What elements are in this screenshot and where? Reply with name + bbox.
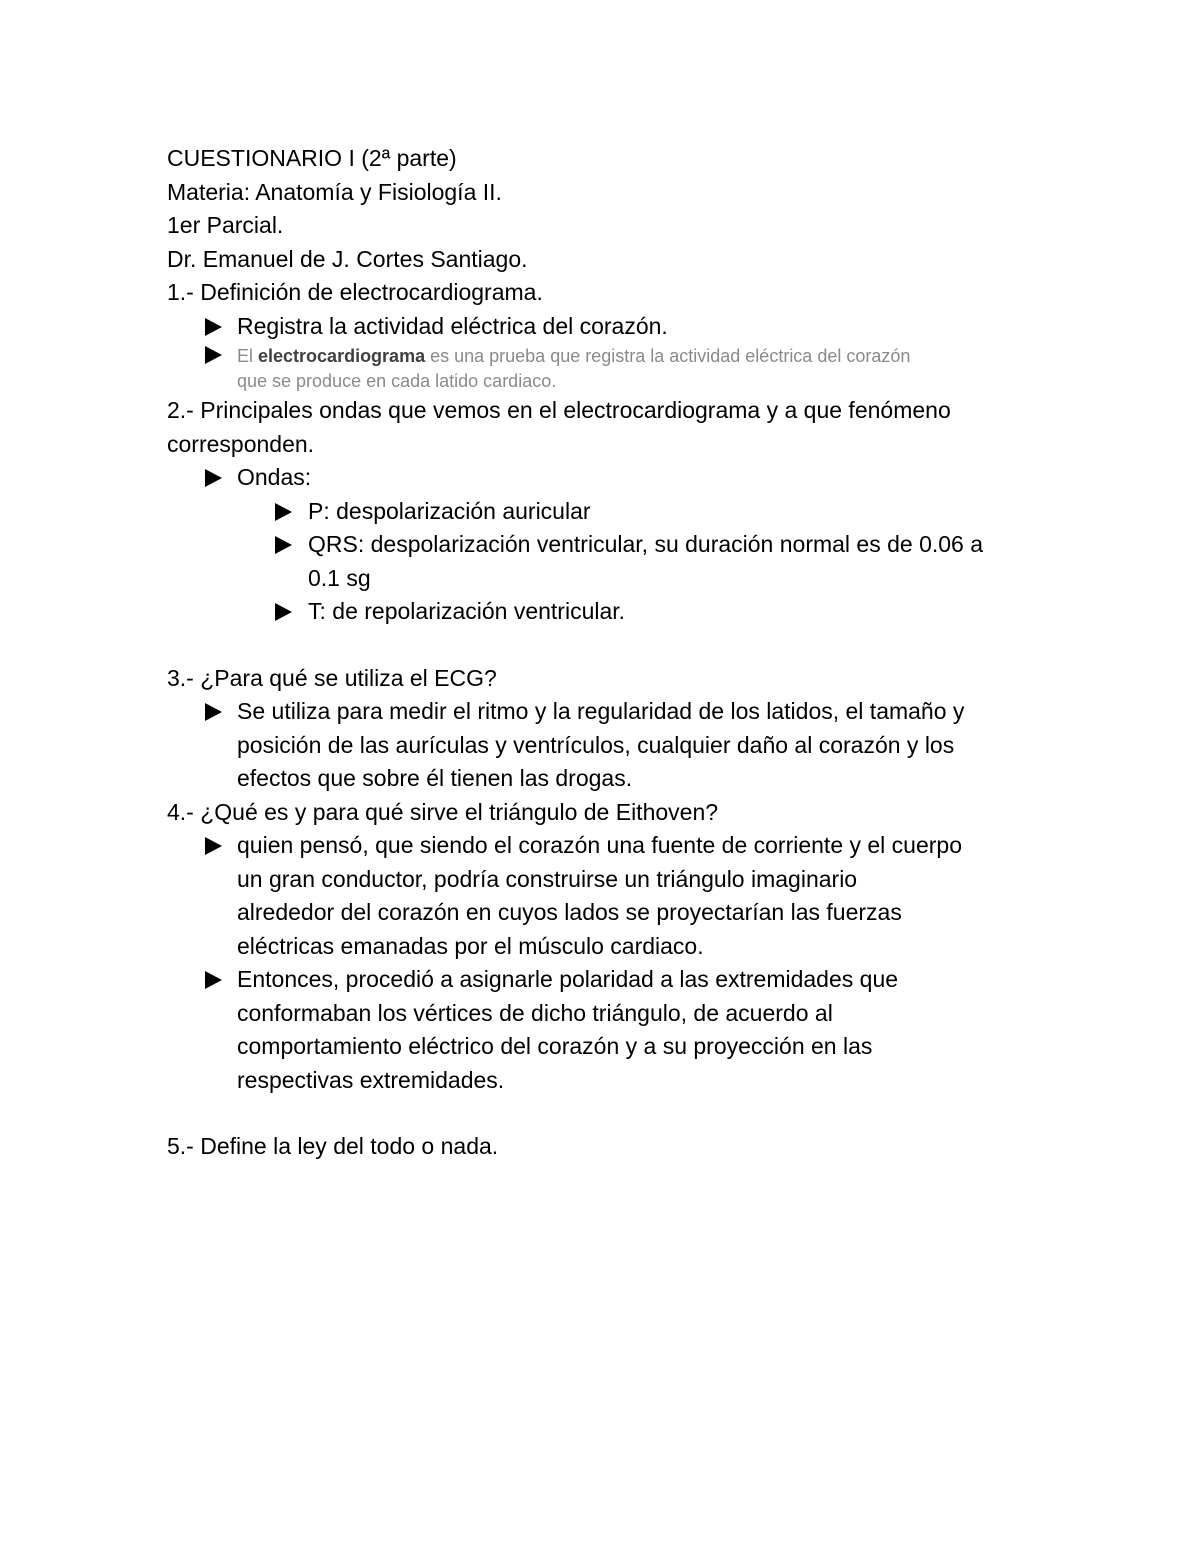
document-body [167,142,1047,1164]
q4-answer-2-line-3: comportamiento eléctrico del corazón y a su proyección en las [237,1033,873,1059]
bullet-arrow-icon [275,603,292,621]
q2-qrs-line-1: QRS: despolarización ventricular, su duración normal es de 0.06 a [308,531,984,557]
bullet-arrow-icon [275,503,292,521]
q1-answer-2-cont: que se produce en cada latido cardiaco. [237,371,557,391]
question-2-line-2: corresponden. [167,430,315,457]
q2-ondas-label: Ondas: [237,464,312,490]
q3-answer [167,695,1047,796]
q4-answer-1-line-2: un gran conductor, podría construirse un triángulo imaginario [237,865,858,892]
q2-t-wave-text: T: de repolarización ventricular. [308,598,626,624]
q4-answer-2-line-4: respectivas extremidades. [237,1066,505,1093]
bullet-arrow-icon [205,346,222,364]
q4-answer-1-line-3: alrededor del corazón en cuyos lados se proyectarían las fuerzas [237,899,902,925]
q1-answer-2-pre: El [237,346,259,366]
question-1: 1.- Definición de electrocardiograma. [167,279,543,305]
q3-answer-line-2: posición de las aurículas y ventrículos, cualquier daño al corazón y los [237,731,955,758]
q2-ondas [167,461,1047,495]
q1-answer-1 [167,310,1047,344]
q3-answer-line-3: efectos que sobre él tienen las drogas. [237,765,633,791]
q2-t-wave [167,595,1047,629]
exam-line: 1er Parcial. [167,212,284,238]
q1-answer-2-post: es una prueba que registra la actividad eléctrica del corazón [425,346,911,366]
q2-qrs-wave [167,528,1047,595]
paragraph-gap [167,629,1047,662]
bullet-arrow-icon [205,837,222,855]
question-4: 4.- ¿Qué es y para qué sirve el triángulo de Eithoven? [167,798,719,825]
teacher-line: Dr. Emanuel de J. Cortes Santiago. [167,245,528,272]
q2-p-wave [167,495,1047,529]
q4-answer-2-line-1: Entonces, procedió a asignarle polaridad a las extremidades que [237,966,899,992]
q1-answer-2-bold: electrocardiograma [258,346,426,366]
subject-line: Materia: Anatomía y Fisiología II. [167,178,502,205]
bullet-arrow-icon [275,536,292,554]
question-2-line-1: 2.- Principales ondas que vemos en el electrocardiograma y a que fenómeno [167,397,951,423]
bullet-arrow-icon [205,703,222,721]
q4-answer-2-line-2: conformaban los vértices de dicho triángulo, de acuerdo al [237,999,833,1026]
bullet-arrow-icon [205,318,222,336]
question-3: 3.- ¿Para qué se utiliza el ECG? [167,664,497,691]
bullet-arrow-icon [205,469,222,487]
q2-p-wave-text: P: despolarización auricular [308,497,591,524]
q4-answer-1 [167,829,1047,963]
q4-answer-2 [167,963,1047,1097]
question-5: 5.- Define la ley del todo o nada. [167,1133,499,1159]
q2-qrs-line-2: 0.1 sg [308,564,371,591]
document-title: CUESTIONARIO I (2ª parte) [167,145,457,171]
paragraph-gap [167,1097,1047,1130]
q4-answer-1-line-4: eléctricas emanadas por el músculo cardiaco. [237,932,704,959]
q1-answer-1-text: Registra la actividad eléctrica del corazón. [237,312,668,339]
q1-answer-2 [167,343,1047,394]
bullet-arrow-icon [205,971,222,989]
q3-answer-line-1: Se utiliza para medir el ritmo y la regularidad de los latidos, el tamaño y [237,698,965,724]
q4-answer-1-line-1: quien pensó, que siendo el corazón una fuente de corriente y el cuerpo [237,832,963,858]
